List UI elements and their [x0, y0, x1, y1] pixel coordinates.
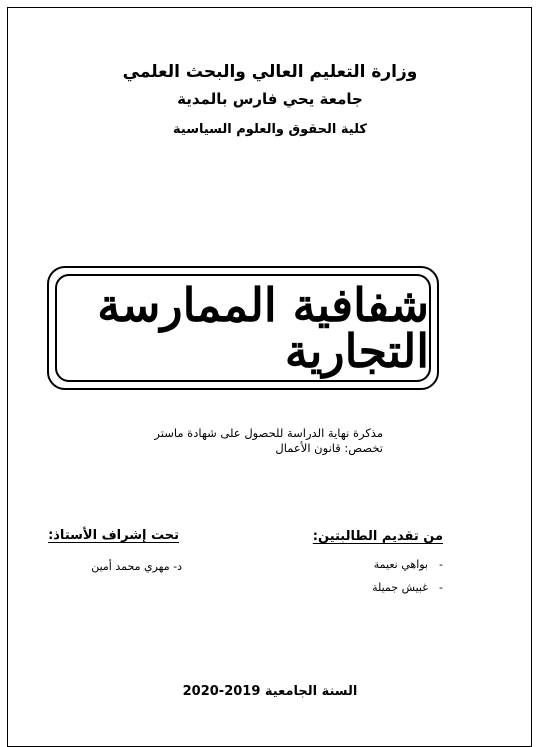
thesis-title: شفافية الممارسة التجارية	[97, 278, 429, 378]
university-name: جامعة يحي فارس بالمدية	[177, 90, 363, 108]
title-frame-inner	[55, 274, 431, 382]
list-bullet: -	[439, 558, 443, 571]
student-name: غبيش جميلة	[372, 581, 428, 594]
memo-specialization: تخصص: قانون الأعمال	[275, 441, 383, 455]
student-name: بواهي نعيمة	[373, 558, 428, 571]
supervisor-name: د- مهري محمد أمين	[91, 560, 182, 573]
faculty-name: كلية الحقوق والعلوم السياسية	[173, 122, 367, 137]
list-bullet: -	[439, 581, 443, 594]
memo-purpose: مذكرة نهاية الدراسة للحصول على شهادة ماستر	[154, 426, 383, 440]
students-heading: من تقديم الطالبتين:	[312, 529, 443, 544]
ministry-name: وزارة التعليم العالي والبحث العلمي	[122, 62, 418, 82]
academic-year: السنة الجامعية 2019-2020	[182, 684, 358, 699]
supervisor-heading: تحت إشراف الأستاذ:	[48, 528, 179, 543]
